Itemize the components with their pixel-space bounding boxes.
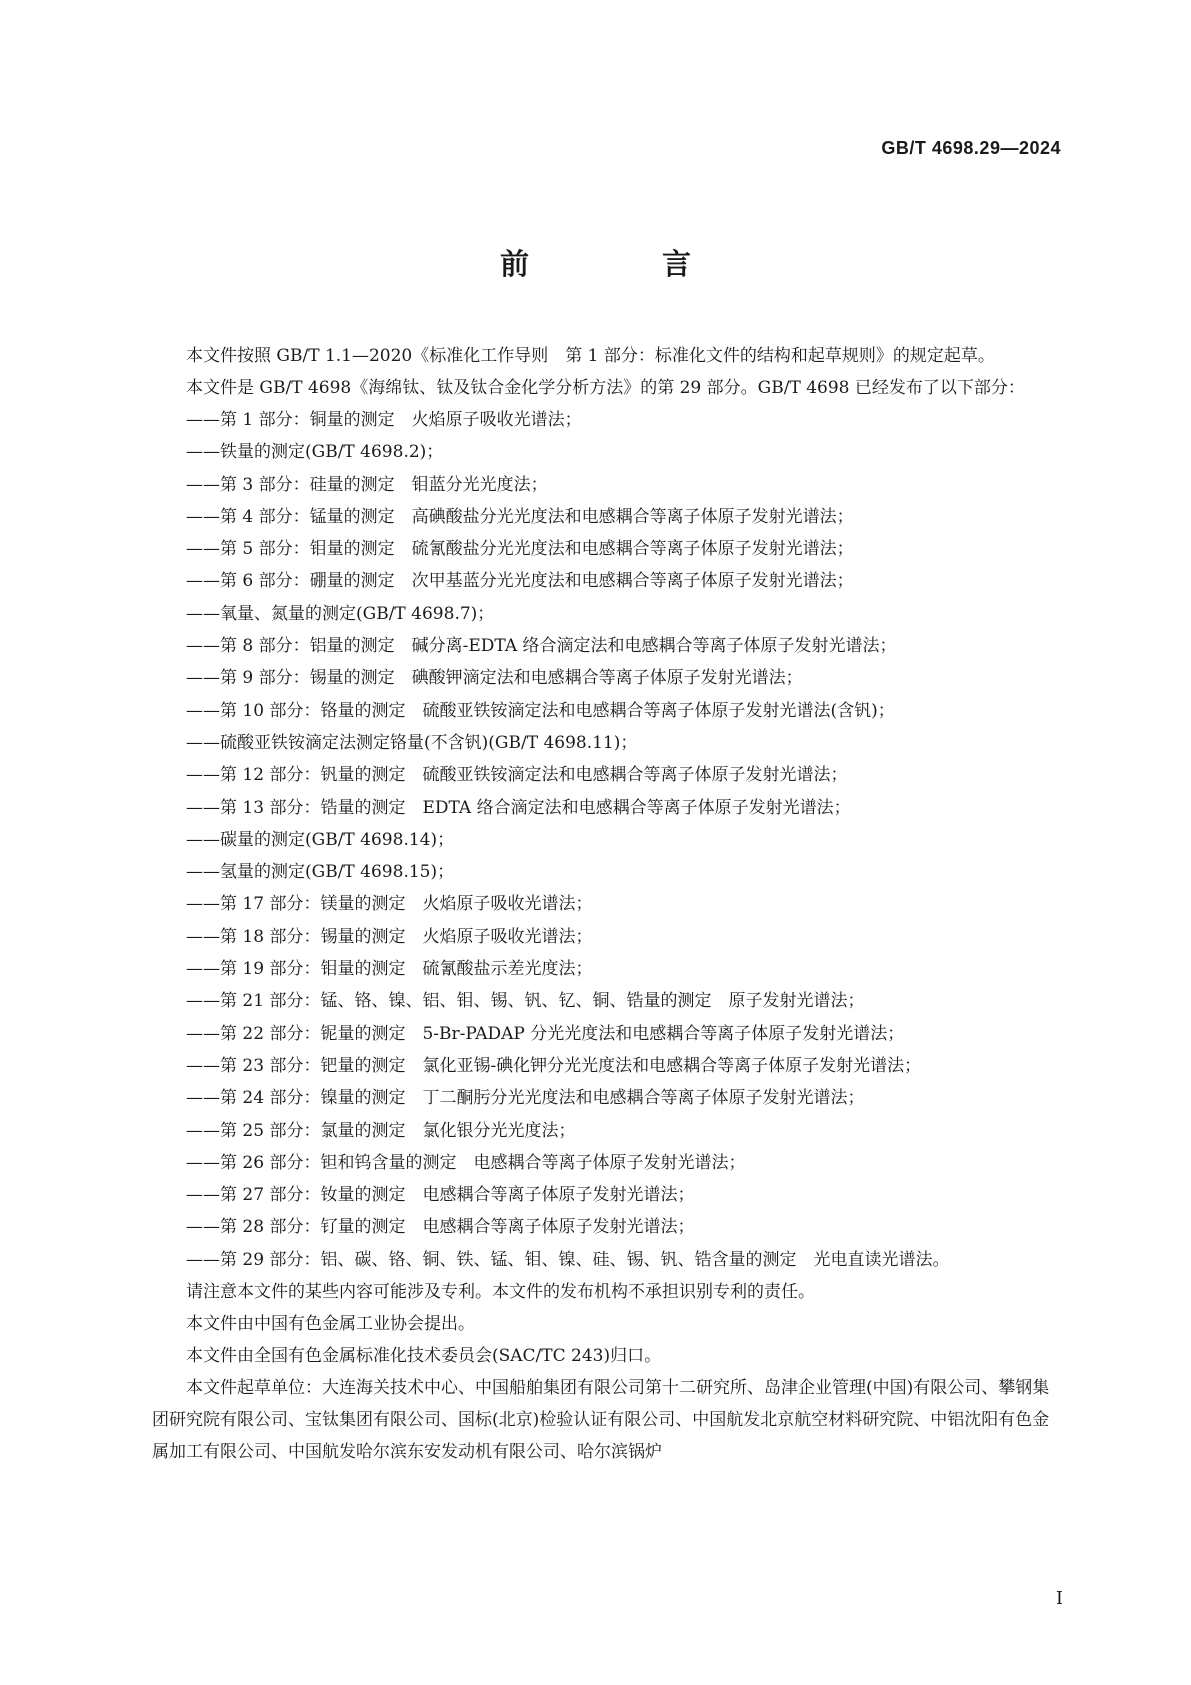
list-item: ——第 29 部分：铝、碳、铬、铜、铁、锰、钼、镍、硅、锡、钒、锆含量的测定 光电直读光谱法。 bbox=[186, 1249, 950, 1270]
page-number: I bbox=[1055, 1588, 1063, 1609]
document-code: GB/T 4698.29—2024 bbox=[881, 138, 1061, 158]
list-item: ——第 26 部分：钽和钨含量的测定 电感耦合等离子体原子发射光谱法； bbox=[186, 1152, 746, 1173]
list-item: ——第 18 部分：锡量的测定 火焰原子吸收光谱法； bbox=[186, 926, 593, 947]
list-item: ——第 19 部分：钼量的测定 硫氰酸盐示差光度法； bbox=[186, 959, 593, 980]
list-item: ——第 3 部分：硅量的测定 钼蓝分光光度法； bbox=[186, 474, 548, 495]
list-item: ——氧量、氮量的测定(GB/T 4698.7)； bbox=[186, 603, 495, 624]
list-item: ——第 28 部分：钌量的测定 电感耦合等离子体原子发射光谱法； bbox=[186, 1217, 695, 1238]
list-item: ——第 22 部分：铌量的测定 5-Br-PADAP 分光光度法和电感耦合等离子体原子发射光谱法； bbox=[186, 1023, 905, 1044]
list-item: ——第 10 部分：铬量的测定 硫酸亚铁铵滴定法和电感耦合等离子体原子发射光谱法(含钒)； bbox=[186, 700, 895, 721]
list-item: ——铁量的测定(GB/T 4698.2)； bbox=[186, 442, 444, 463]
list-item: ——第 25 部分：氯量的测定 氯化银分光光度法； bbox=[186, 1120, 576, 1141]
proposer-paragraph: 本文件由中国有色金属工业协会提出。 bbox=[186, 1314, 475, 1335]
list-item: ——氢量的测定(GB/T 4698.15)； bbox=[186, 862, 455, 883]
list-item: ——第 9 部分：锡量的测定 碘酸钾滴定法和电感耦合等离子体原子发射光谱法； bbox=[186, 668, 803, 689]
list-item: ——硫酸亚铁铵滴定法测定铬量(不含钒)(GB/T 4698.11)； bbox=[186, 732, 638, 753]
patent-notice: 请注意本文件的某些内容可能涉及专利。本文件的发布机构不承担识别专利的责任。 bbox=[186, 1282, 815, 1303]
list-item: ——第 21 部分：锰、铬、镍、铝、钼、锡、钒、钇、铜、锆量的测定 原子发射光谱法； bbox=[186, 991, 865, 1012]
list-item: ——第 5 部分：钼量的测定 硫氰酸盐分光光度法和电感耦合等离子体原子发射光谱法； bbox=[186, 539, 854, 560]
page-title: 前 言 bbox=[499, 247, 743, 281]
list-item: ——第 12 部分：钒量的测定 硫酸亚铁铵滴定法和电感耦合等离子体原子发射光谱法； bbox=[186, 765, 848, 786]
list-item: ——第 1 部分：铜量的测定 火焰原子吸收光谱法； bbox=[186, 410, 582, 430]
list-item: ——第 8 部分：铝量的测定 碱分离-EDTA 络合滴定法和电感耦合等离子体原子发射光谱法； bbox=[186, 636, 897, 657]
list-item: ——第 23 部分：钯量的测定 氯化亚锡-碘化钾分光光度法和电感耦合等离子体原子发射光谱法； bbox=[186, 1055, 922, 1076]
list-item: ——第 4 部分：锰量的测定 高碘酸盐分光光度法和电感耦合等离子体原子发射光谱法； bbox=[186, 506, 854, 527]
list-item: ——第 24 部分：镍量的测定 丁二酮肟分光光度法和电感耦合等离子体原子发射光谱法； bbox=[186, 1088, 865, 1109]
list-item: ——碳量的测定(GB/T 4698.14)； bbox=[186, 829, 455, 850]
parts-list bbox=[152, 404, 1065, 1276]
document-body bbox=[152, 340, 1065, 1468]
drafting-units-paragraph: 本文件起草单位：大连海关技术中心、中国船舶集团有限公司第十二研究所、岛津企业管理(中国)有限公司、攀钢集团研究院有限公司、宝钛集团有限公司、国标(北京)检验认证有限公司、中国航发北京航空材料研究院、中铝沈阳有色金属加工有限公司、中国航发哈尔滨东安发动机有限公司、哈尔滨锅炉 bbox=[152, 1378, 1050, 1463]
list-item: ——第 6 部分：硼量的测定 次甲基蓝分光光度法和电感耦合等离子体原子发射光谱法； bbox=[186, 571, 854, 592]
list-item: ——第 17 部分：镁量的测定 火焰原子吸收光谱法； bbox=[186, 894, 593, 915]
intro-paragraph: 本文件按照 GB/T 1.1—2020《标准化工作导则 第 1 部分：标准化文件的结构和起草规则》的规定起草。 bbox=[186, 346, 995, 366]
committee-paragraph: 本文件由全国有色金属标准化技术委员会(SAC/TC 243)归口。 bbox=[186, 1346, 662, 1367]
list-item: ——第 13 部分：锆量的测定 EDTA 络合滴定法和电感耦合等离子体原子发射光谱法； bbox=[186, 797, 851, 818]
intro-paragraph: 本文件是 GB/T 4698《海绵钛、钛及钛合金化学分析方法》的第 29 部分。GB/T 4698 已经发布了以下部分： bbox=[186, 378, 1025, 398]
list-item: ——第 27 部分：钕量的测定 电感耦合等离子体原子发射光谱法； bbox=[186, 1185, 695, 1206]
